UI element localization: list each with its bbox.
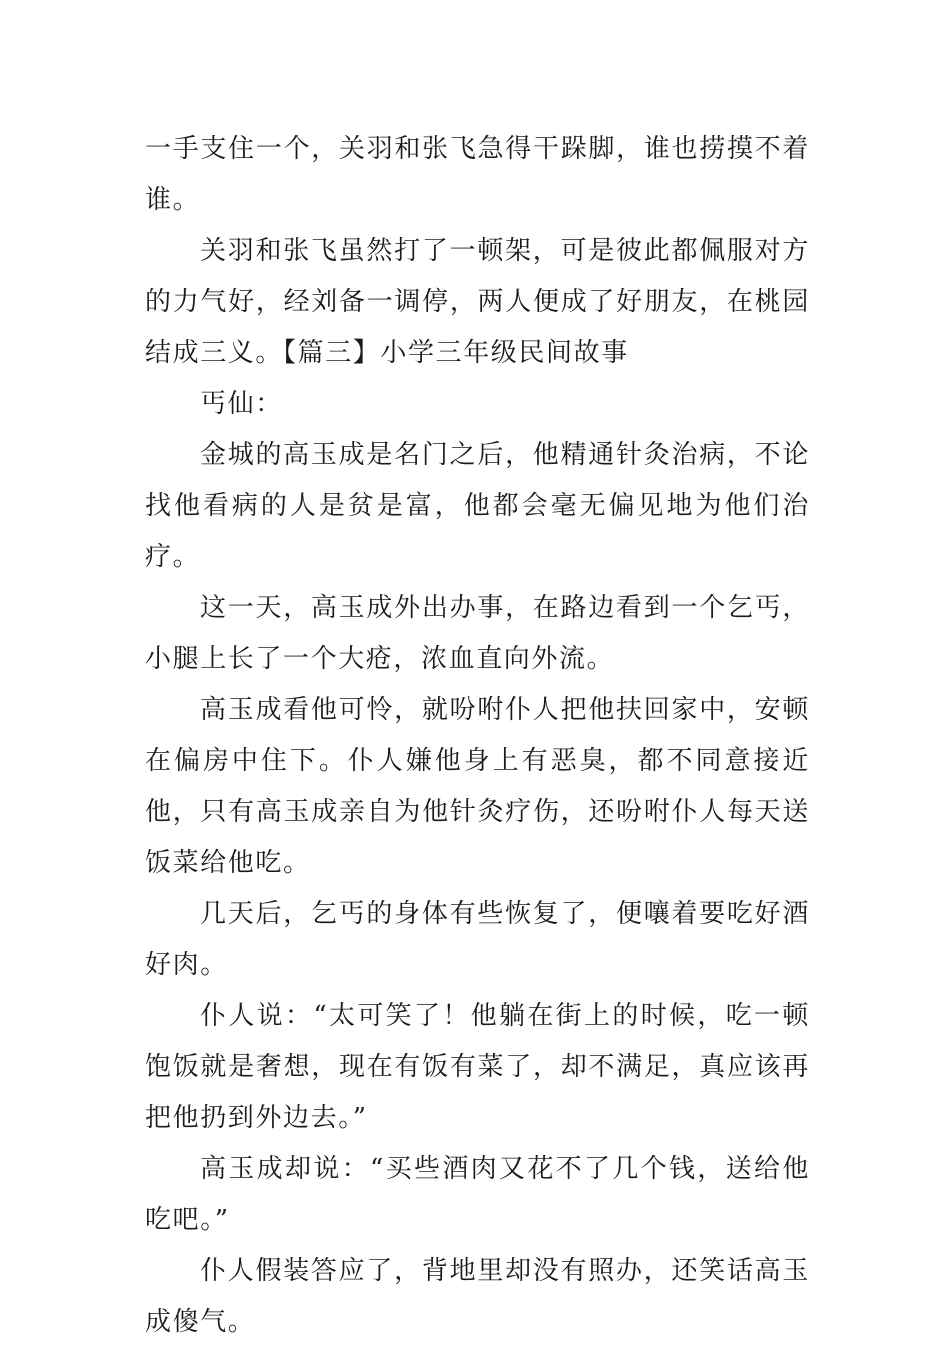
paragraph-10: 仆人假装答应了，背地里却没有照办，还笑话高玉成傻气。 — [145, 1256, 810, 1337]
paragraph-7: 几天后，乞丐的身体有些恢复了，便嚷着要吃好酒好肉。 — [145, 899, 810, 980]
paragraph-5: 这一天，高玉成外出办事，在路边看到一个乞丐，小腿上长了一个大疮，浓血直向外流。 — [145, 593, 810, 674]
paragraph-8: 仆人说：“太可笑了！他躺在街上的时候，吃一顿饱饭就是奢想，现在有饭有菜了，却不满足，真应该再把他扔到外边去。” — [145, 1001, 810, 1133]
document-body — [145, 124, 810, 1348]
paragraph-2: 关羽和张飞虽然打了一顿架，可是彼此都佩服对方的力气好，经刘备一调停，两人便成了好朋友，在桃园结成三义。【篇三】小学三年级民间故事 — [145, 236, 810, 368]
paragraph-6: 高玉成看他可怜，就吩咐仆人把他扶回家中，安顿在偏房中住下。仆人嫌他身上有恶臭，都不同意接近他，只有高玉成亲自为他针灸疗伤，还吩咐仆人每天送饭菜给他吃。 — [145, 695, 810, 878]
paragraph-1: 一手支住一个，关羽和张飞急得干跺脚，谁也捞摸不着谁。 — [145, 134, 810, 215]
paragraph-3: 丐仙： — [200, 389, 283, 419]
paragraph-4: 金城的高玉成是名门之后，他精通针灸治病，不论找他看病的人是贫是富，他都会毫无偏见地为他们治疗。 — [145, 440, 810, 572]
paragraph-9: 高玉成却说：“买些酒肉又花不了几个钱，送给他吃吧。” — [145, 1154, 810, 1235]
